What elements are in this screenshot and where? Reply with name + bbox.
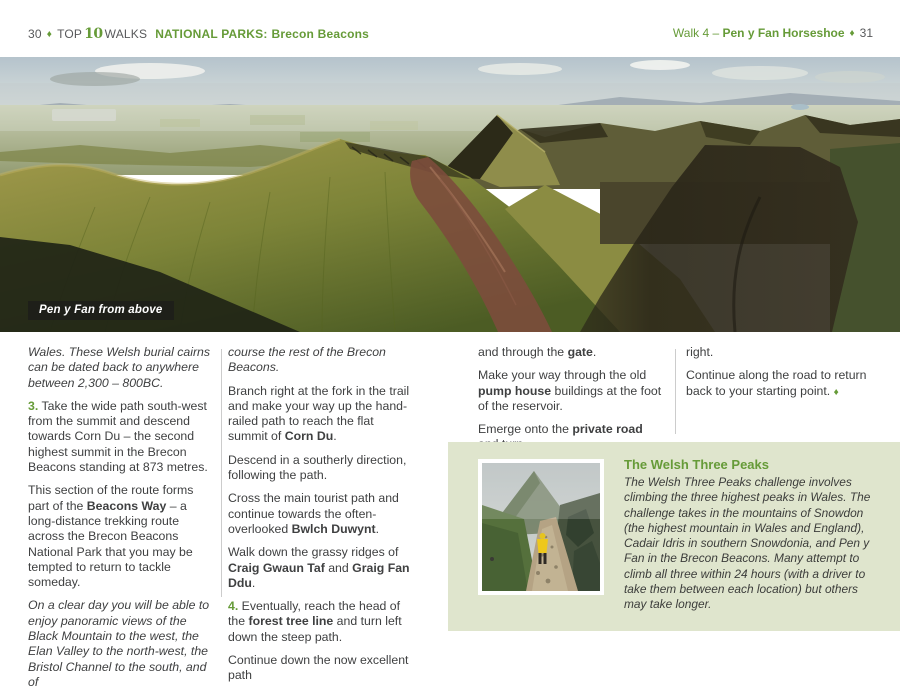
text-segment: Eventually, reach the head of the	[228, 599, 401, 629]
diamond-icon: ♦	[46, 29, 53, 40]
text-segment: and turn left down the steep path.	[228, 614, 402, 644]
text-segment: .	[333, 429, 337, 444]
diamond-icon: ♦	[833, 386, 839, 398]
paragraph	[228, 384, 415, 445]
text-segment: private road	[572, 422, 643, 437]
walk-title: Pen y Fan Horseshoe	[722, 26, 845, 40]
walk-number-label: Walk 4 –	[672, 26, 723, 40]
paragraph	[228, 653, 415, 684]
info-box-text	[624, 457, 882, 613]
park-name: Brecon Beacons	[271, 27, 370, 41]
paragraph	[28, 598, 215, 690]
text-segment: – a long-distance trekking route across the Brecon Beacons National Park that you may be tempted to return to tackle someday.	[28, 498, 193, 590]
diamond-icon: ♦	[849, 28, 855, 39]
text-segment: Continue down the now excellent path	[228, 653, 409, 683]
text-segment: .	[592, 345, 597, 359]
paragraph	[228, 491, 415, 537]
paragraph	[228, 545, 415, 591]
text-segment: gate	[567, 345, 593, 359]
paragraph	[28, 399, 215, 475]
info-box-photo	[478, 459, 604, 595]
mountain-aerial-illustration	[0, 57, 900, 332]
text-segment: Wales. These Welsh burial cairns can be dated back to anywhere between 2,300 – 800BC.	[28, 345, 211, 390]
text-segment: buildings at the foot of the reservoir.	[478, 383, 662, 413]
text-segment: 4.	[228, 599, 239, 614]
paragraph	[228, 453, 415, 484]
text-segment: Branch right at the fork in the trail and make your way up the hand-railed path to reach the flat summit of	[228, 383, 410, 444]
series-top-label: TOP	[57, 27, 83, 41]
header-left	[28, 26, 369, 42]
series-walks-label: WALKS	[104, 27, 148, 41]
text-segment: .	[375, 521, 380, 536]
page-number-left: 30	[28, 27, 42, 41]
text-segment: right.	[686, 345, 714, 359]
text-segment: course the rest of the Brecon Beacons.	[228, 345, 386, 375]
header-right	[673, 26, 873, 40]
text-segment: Walk down the grassy ridges of	[228, 545, 399, 560]
text-segment: Craig Gwaun Taf	[228, 560, 325, 575]
column-divider	[221, 349, 222, 597]
text-column-2	[228, 345, 415, 692]
text-segment: Make your way through the old	[478, 368, 647, 383]
text-segment: forest tree line	[248, 614, 334, 629]
info-box-title: The Welsh Three Peaks	[624, 457, 769, 472]
photo-caption: Pen y Fan from above	[28, 301, 174, 320]
page-header	[0, 0, 900, 57]
info-box-welsh-three-peaks	[448, 442, 900, 631]
page-number-right: 31	[859, 26, 873, 40]
text-segment: and through the	[478, 345, 568, 359]
text-column-1	[28, 345, 215, 698]
text-segment: pump house	[478, 383, 552, 398]
paragraph	[28, 483, 215, 590]
text-segment: Continue along the road to return back to your starting point.	[686, 368, 867, 398]
info-box-body: The Welsh Three Peaks challenge involves climbing the three highest peaks in Wales. The challenge takes in the mountains of Snowdon (the highest mountain in Wales and England), Cadair Idris in southern Snowdonia, and Pen y Fan in the Brecon Beacons. Many attempt to climb all three within 24 hours (with a driver to take them between each location) but others may take longer.	[624, 475, 871, 612]
text-segment: Graig Fan Ddu	[228, 560, 410, 590]
text-segment: Cross the main tourist path and continue towards the often-overlooked	[228, 491, 399, 536]
text-segment: Bwlch Duwynt	[291, 521, 376, 536]
text-segment: Descend in a southerly direction, following the path.	[228, 452, 407, 483]
text-segment: On a clear day you will be able to enjoy panoramic views of the Black Mountain to the west, the Elan Valley to the north-west, the Bristol Channel to the south, and of	[28, 598, 210, 689]
text-segment: Take the wide path south-west from the summit and descend towards Corn Du – the second highest summit in the Brecon Beacons standing at 873 metres.	[28, 398, 208, 475]
text-column-4	[686, 345, 876, 408]
text-segment: 3.	[28, 398, 39, 413]
series-number: 10	[84, 26, 103, 42]
paragraph	[228, 345, 415, 376]
column-divider	[675, 349, 676, 434]
ridge-hiker-illustration	[482, 463, 600, 591]
text-segment: and	[324, 560, 353, 575]
paragraph	[28, 345, 215, 391]
hero-photo	[0, 57, 900, 332]
paragraph	[478, 368, 665, 414]
paragraph	[686, 368, 876, 400]
paragraph	[228, 599, 415, 645]
paragraph	[478, 345, 665, 360]
text-segment: Emerge onto the	[478, 422, 573, 437]
series-brand-label: NATIONAL PARKS:	[155, 27, 268, 41]
paragraph	[686, 345, 876, 360]
text-segment: Beacons Way	[86, 498, 167, 513]
text-segment: This section of the route forms part of the	[28, 483, 194, 513]
text-segment: Corn Du	[284, 429, 334, 444]
text-segment: .	[251, 575, 256, 590]
